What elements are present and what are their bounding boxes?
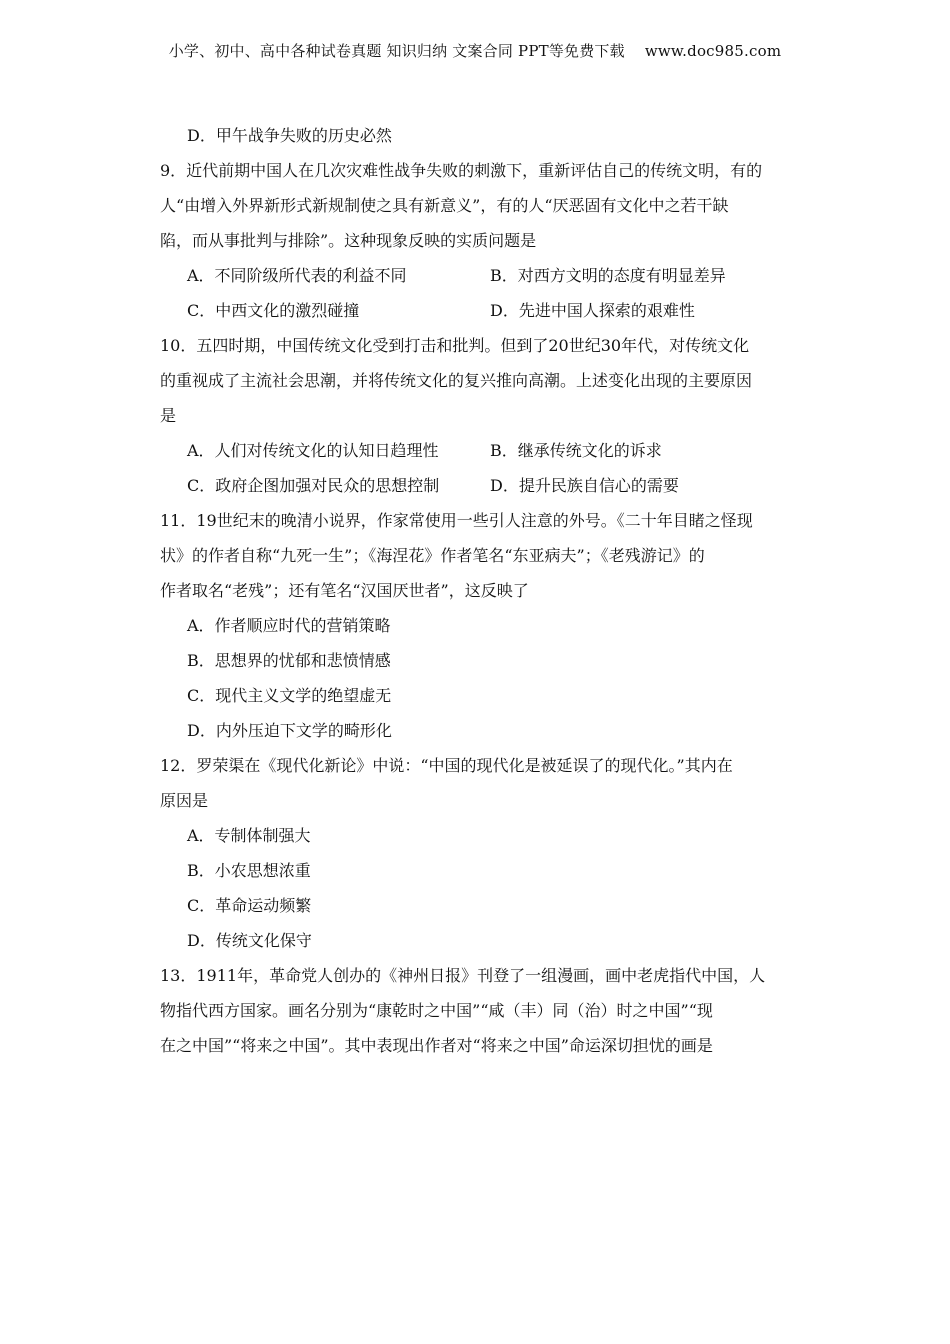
q10-option-c: C．政府企图加强对民众的思想控制: [187, 476, 440, 495]
q9-stem-line: 9．近代前期中国人在几次灾难性战争失败的刺激下，重新评估自己的传统文明，有的: [160, 161, 763, 180]
q13-stem-line: 13．1911年，革命党人创办的《神州日报》刊登了一组漫画，画中老虎指代中国，人: [160, 966, 766, 985]
q10-options-row-1: [160, 433, 790, 468]
question-12: [160, 748, 790, 958]
q12-option-d: D．传统文化保守: [187, 931, 312, 950]
q11-option-c: C．现代主义文学的绝望虚无: [187, 686, 392, 705]
q13-stem-line: 物指代西方国家。画名分别为“康乾时之中国”“咸（丰）同（治）时之中国”“现: [160, 1001, 713, 1020]
q12-option-c: C．革命运动频繁: [187, 896, 312, 915]
q9-stem-line: 人“由增入外界新形式新规制使之具有新意义”，有的人“厌恶固有文化中之若干缺: [160, 196, 729, 215]
exam-content: [160, 118, 790, 1063]
q10-stem-line: 10．五四时期，中国传统文化受到打击和批判。但到了20世纪30年代，对传统文化: [160, 336, 750, 355]
q11-option-a: A．作者顺应时代的营销策略: [187, 616, 391, 635]
question-9: [160, 153, 790, 328]
q12-stem-line: 原因是: [160, 791, 209, 810]
q10-option-d: D．提升民族自信心的需要: [490, 476, 679, 495]
q11-stem-line: 11．19世纪末的晚清小说界，作家常使用一些引人注意的外号。《二十年目睹之怪现: [160, 511, 753, 530]
q11-stem-line: 作者取名“老残”；还有笔名“汉国厌世者”，这反映了: [160, 581, 529, 600]
q9-options-row-2: [160, 293, 790, 328]
q9-options-row-1: [160, 258, 790, 293]
q10-option-b: B．继承传统文化的诉求: [490, 441, 662, 460]
q9-option-a: A．不同阶级所代表的利益不同: [187, 266, 407, 285]
q9-option-c: C．中西文化的激烈碰撞: [187, 301, 360, 320]
q9-stem-line: 陷，而从事批判与排除”。这种现象反映的实质问题是: [160, 231, 537, 250]
q12-option-a: A．专制体制强大: [187, 826, 311, 845]
q11-stem-line: 状》的作者自称“九死一生”；《海涅花》作者笔名“东亚病夫”；《老残游记》的: [160, 546, 705, 565]
question-11: [160, 503, 790, 748]
q8-option-d: D．甲午战争失败的历史必然: [187, 126, 392, 145]
q10-stem-line: 是: [160, 406, 177, 425]
q12-stem-line: 12．罗荣渠在《现代化新论》中说：“中国的现代化是被延误了的现代化。”其内在: [160, 756, 733, 775]
question-10: [160, 328, 790, 503]
q10-option-a: A．人们对传统文化的认知日趋理性: [187, 441, 439, 460]
q10-options-row-2: [160, 468, 790, 503]
q10-stem-line: 的重视成了主流社会思潮，并将传统文化的复兴推向高潮。上述变化出现的主要原因: [160, 371, 753, 390]
q13-stem-line: 在之中国”“将来之中国”。其中表现出作者对“将来之中国”命运深切担忧的画是: [160, 1036, 713, 1055]
q12-option-b: B．小农思想浓重: [187, 861, 311, 880]
q9-option-d: D．先进中国人探索的艰难性: [490, 301, 695, 320]
page-header: [0, 40, 950, 61]
q11-option-d: D．内外压迫下文学的畸形化: [187, 721, 392, 740]
header-url[interactable]: www.doc985.com: [644, 42, 782, 60]
q11-option-b: B．思想界的忧郁和悲愤情感: [187, 651, 391, 670]
header-text: 小学、初中、高中各种试卷真题 知识归纳 文案合同 PPT等免费下载: [168, 42, 625, 60]
question-13: [160, 958, 790, 1063]
q9-option-b: B．对西方文明的态度有明显差异: [490, 266, 726, 285]
